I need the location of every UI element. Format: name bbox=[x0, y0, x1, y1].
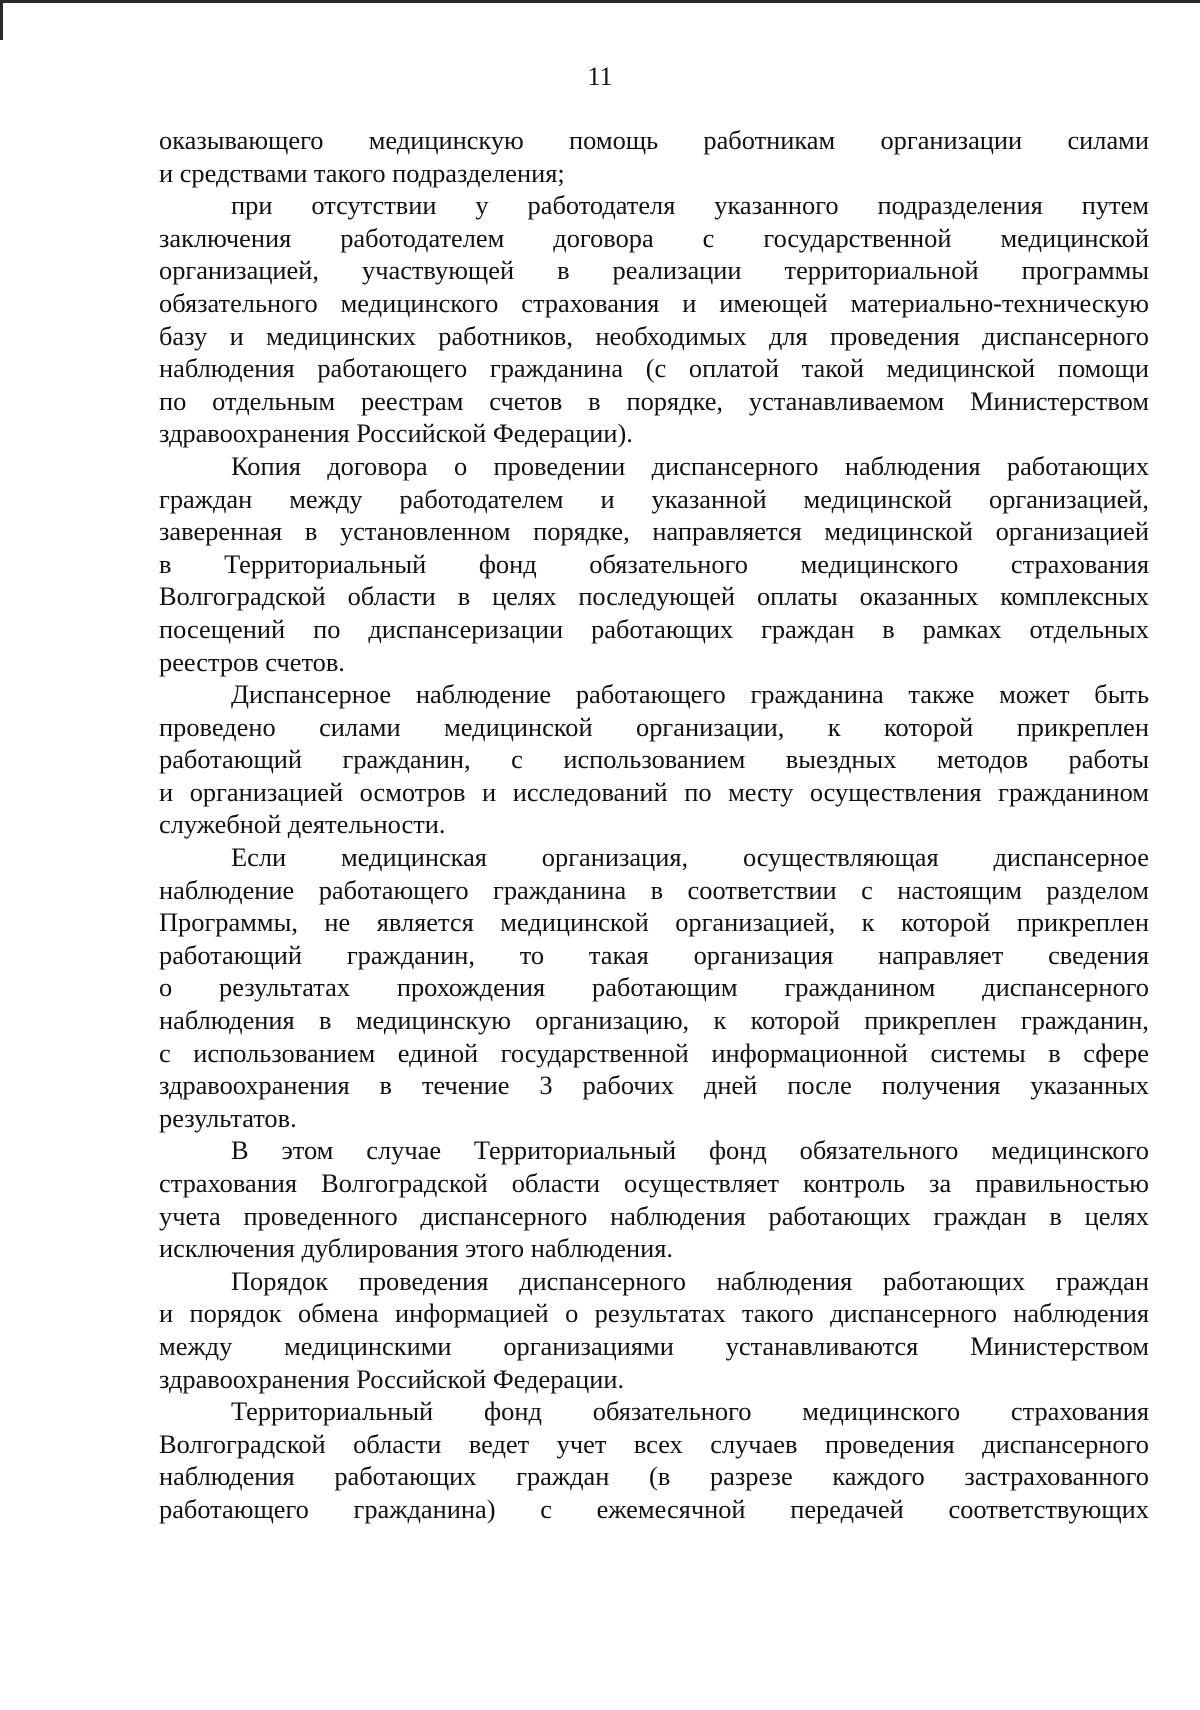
paragraph bbox=[159, 450, 1149, 678]
paragraph bbox=[159, 189, 1149, 450]
text-line: о результатах прохождения работающим гражданином диспансерного bbox=[159, 972, 1149, 1003]
text-line: и организацией осмотров и исследований по месту осуществления гражданином bbox=[159, 776, 1149, 807]
text-line: наблюдения работающего гражданина (с оплатой такой медицинской помощи bbox=[159, 353, 1149, 384]
text-line: учета проведенного диспансерного наблюдения работающих граждан в целях bbox=[159, 1200, 1149, 1231]
text-line: при отсутствии у работодателя указанного подразделения путем bbox=[231, 190, 1149, 221]
text-line: обязательного медицинского страхования и имеющей материально-техническую bbox=[159, 287, 1149, 318]
text-line: работающий гражданин, с использованием выездных методов работы bbox=[159, 744, 1149, 775]
paragraph bbox=[159, 678, 1149, 841]
text-line: Порядок проведения диспансерного наблюдения работающих граждан bbox=[231, 1265, 1149, 1296]
text-line: работающий гражданин, то такая организация направляет сведения bbox=[159, 939, 1149, 970]
text-line: результатов. bbox=[159, 1102, 297, 1133]
text-line: в Территориальный фонд обязательного медицинского страхования bbox=[159, 548, 1149, 579]
paragraph bbox=[159, 841, 1149, 1134]
text-line: исключения дублирования этого наблюдения. bbox=[159, 1233, 673, 1264]
text-line: В этом случае Территориальный фонд обязательного медицинского bbox=[231, 1135, 1149, 1166]
text-line: с использованием единой государственной информационной системы в сфере bbox=[159, 1037, 1149, 1068]
text-line: реестров счетов. bbox=[159, 646, 345, 677]
text-line: Территориальный фонд обязательного медицинского страхования bbox=[231, 1396, 1149, 1427]
text-line: Волгоградской области ведет учет всех случаев проведения диспансерного bbox=[159, 1428, 1149, 1459]
text-line: наблюдение работающего гражданина в соответствии с настоящим разделом bbox=[159, 874, 1149, 905]
text-line: базу и медицинских работников, необходимых для проведения диспансерного bbox=[159, 320, 1149, 351]
text-line: Если медицинская организация, осуществляющая диспансерное bbox=[231, 842, 1149, 873]
text-line: наблюдения в медицинскую организацию, к которой прикреплен гражданин, bbox=[159, 1005, 1149, 1036]
paragraph bbox=[159, 1395, 1149, 1525]
text-line: между медицинскими организациями устанавливаются Министерством bbox=[159, 1330, 1149, 1361]
scan-edge-left bbox=[0, 0, 3, 40]
text-line: посещений по диспансеризации работающих граждан в рамках отдельных bbox=[159, 613, 1149, 644]
text-line: организацией, участвующей в реализации территориальной программы bbox=[159, 255, 1149, 286]
text-line: проведено силами медицинской организации, к которой прикреплен bbox=[159, 711, 1149, 742]
text-line: Волгоградской области в целях последующей оплаты оказанных комплексных bbox=[159, 581, 1149, 612]
paragraph bbox=[159, 1134, 1149, 1264]
text-line: здравоохранения Российской Федерации. bbox=[159, 1363, 625, 1394]
text-line: здравоохранения Российской Федерации). bbox=[159, 418, 633, 449]
text-line: Программы, не является медицинской организацией, к которой прикреплен bbox=[159, 907, 1149, 938]
text-line: и порядок обмена информацией о результатах такого диспансерного наблюдения bbox=[159, 1298, 1149, 1329]
text-line: здравоохранения в течение 3 рабочих дней после получения указанных bbox=[159, 1070, 1149, 1101]
paragraph bbox=[159, 1265, 1149, 1395]
text-line: оказывающего медицинскую помощь работникам организации силами bbox=[159, 125, 1149, 155]
text-line: Диспансерное наблюдение работающего гражданина также может быть bbox=[231, 679, 1149, 710]
text-line: страхования Волгоградской области осуществляет контроль за правильностью bbox=[159, 1168, 1149, 1198]
body-text bbox=[159, 124, 1149, 1526]
page-number: 11 bbox=[587, 62, 613, 91]
text-line: граждан между работодателем и указанной медицинской организацией, bbox=[159, 483, 1149, 514]
text-line: заверенная в установленном порядке, направляется медицинской организацией bbox=[159, 516, 1149, 547]
text-line: работающего гражданина) с ежемесячной передачей соответствующих bbox=[159, 1493, 1149, 1524]
text-line: Копия договора о проведении диспансерного наблюдения работающих bbox=[231, 450, 1149, 481]
text-line: наблюдения работающих граждан (в разрезе каждого застрахованного bbox=[159, 1461, 1149, 1492]
scan-edge-top bbox=[0, 0, 1200, 3]
text-line: служебной деятельности. bbox=[159, 809, 446, 840]
text-line: по отдельным реестрам счетов в порядке, устанавливаемом Министерством bbox=[159, 385, 1149, 416]
paragraph bbox=[159, 124, 1149, 189]
text-line: и средствами такого подразделения; bbox=[159, 157, 565, 188]
text-line: заключения работодателем договора с государственной медицинской bbox=[159, 222, 1149, 253]
